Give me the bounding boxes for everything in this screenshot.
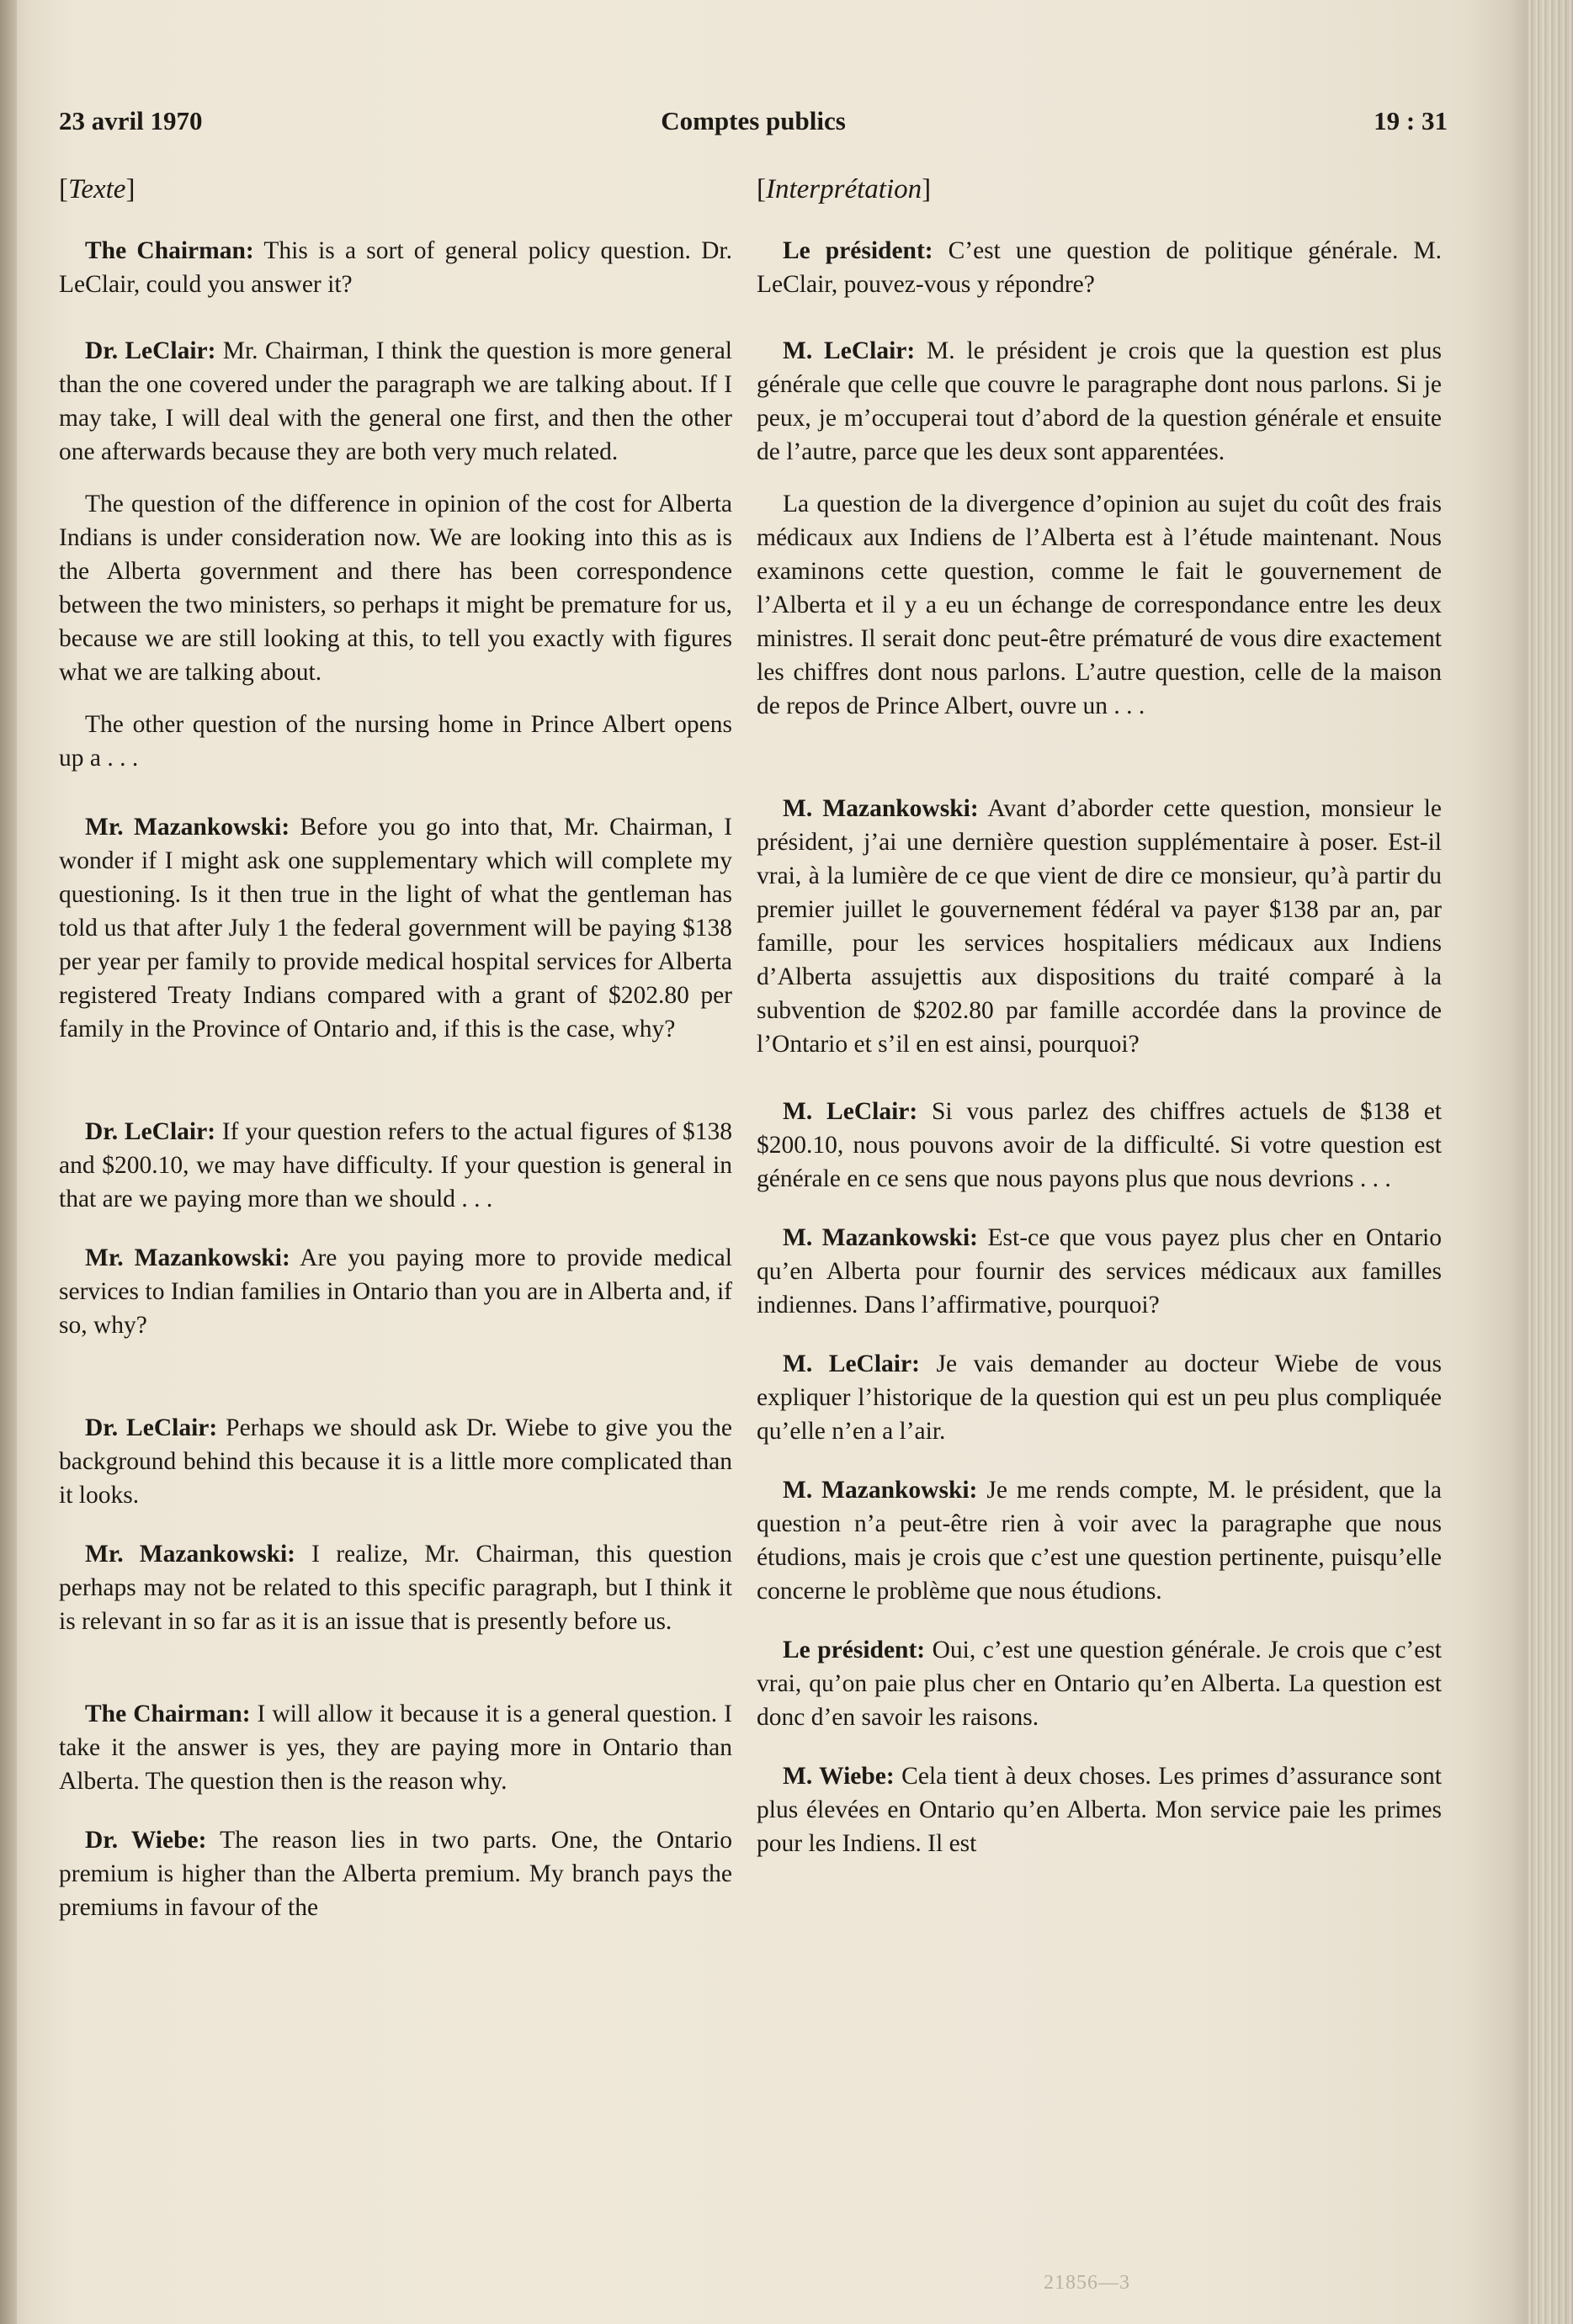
speaker-name: M. LeClair: — [783, 337, 916, 364]
paragraph-text: Are you paying more to provide medical services to Indian families in Ontario than you are in Alberta and, if so, why? — [59, 1244, 732, 1339]
paragraph-text: I will allow it because it is a general question. I take it the answer is yes, they are paying more in Ontario than Alberta. The question then is the reason why. — [59, 1701, 732, 1795]
speaker-name: Mr. Mazankowski: — [85, 1541, 295, 1568]
speaker-name: M. Wiebe: — [783, 1763, 895, 1790]
speaker-name: M. Mazankowski: — [783, 1224, 978, 1251]
paragraph — [757, 234, 1442, 301]
paragraph-text: The reason lies in two parts. One, the Ontario premium is higher than the Alberta premium. My branch pays the premiums in favour of the — [59, 1827, 732, 1921]
speaker-name: The Chairman: — [85, 1701, 251, 1727]
english-column — [59, 172, 732, 1924]
speaker-name: M. LeClair: — [783, 1350, 920, 1377]
paragraph-text: Before you go into that, Mr. Chairman, I wonder if I might ask one supplementary which will complete my questioning. Is it then true in the light of what the gentleman has told us that after July 1 the federal government will be paying $138 per year per family to provide medical hospital services for Alberta registered Treaty Indians compared with a grant of $202.80 per family in the Province of Ontario and, if this is the case, why? — [59, 814, 732, 1043]
paragraph-text: La question de la divergence d’opinion au sujet du coût des frais médicaux aux Indiens de l’Alberta est à l’étude maintenant. Nous examinons cette question, comme le fait le gouvernement de l’Alberta et il y a eu un échange de correspondance entre les deux ministres. Il serait donc peut-être prématuré de vous dire exactement les chiffres dont nous parlons. L’autre question, celle de la maison de repos de Prince Albert, ouvre un . . . — [757, 491, 1442, 719]
paragraph — [757, 1095, 1442, 1196]
paragraph-text: Je me rends compte, M. le président, que la question n’a peut-être rien à voir avec la paragraphe que nous étudions, mais je crois que c’est une question pertinente, puisqu’elle concerne le problème que nous étudions. — [757, 1477, 1442, 1605]
paragraph — [757, 792, 1442, 1061]
paragraph — [757, 1473, 1442, 1608]
speaker-name: Le président: — [783, 237, 933, 264]
header-page-number: 19 : 31 — [1374, 106, 1448, 135]
paragraph — [59, 810, 732, 1046]
paragraph — [59, 334, 732, 469]
section-label-english: [Texte] — [59, 174, 136, 204]
paragraph — [757, 1633, 1442, 1734]
page-header — [59, 106, 1448, 145]
paragraph-text: The question of the difference in opinion of the cost for Alberta Indians is under consideration now. We are looking into this as is the Alberta government and there has been correspondence between the two ministers, so perhaps it might be premature for us, because we are still looking at this, to tell you exactly with figures what we are talking about. — [59, 491, 732, 686]
speaker-name: Le président: — [783, 1637, 926, 1663]
paragraph — [59, 1411, 732, 1512]
paragraph-text: Est-ce que vous payez plus cher en Ontario qu’en Alberta pour fournir des services médicaux aux familles indiennes. Dans l’affirmative, pourquoi? — [757, 1224, 1442, 1319]
paragraph — [757, 1221, 1442, 1322]
speaker-name: M. Mazankowski: — [783, 1477, 978, 1504]
paragraph — [59, 1697, 732, 1798]
speaker-name: Mr. Mazankowski: — [85, 1244, 290, 1271]
paragraph-text: Mr. Chairman, I think the question is more general than the one covered under the paragraph we are talking about. If I may take, I will deal with the general one first, and then the other one afterwards because they are both very much related. — [59, 337, 732, 465]
paragraph-text: This is a sort of general policy question. Dr. LeClair, could you answer it? — [59, 237, 733, 298]
paragraph — [757, 334, 1442, 469]
paragraph-text: Je vais demander au docteur Wiebe de vous expliquer l’historique de la question qui est un peu plus compliquée qu’elle n’en a l’air. — [757, 1350, 1442, 1445]
paragraph-text: Perhaps we should ask Dr. Wiebe to give you the background behind this because it is a little more complicated than it looks. — [59, 1414, 732, 1509]
paragraph-text: If your question refers to the actual figures of $138 and $200.10, we may have difficulty. If your question is general in that are we paying more than we should . . . — [59, 1118, 732, 1212]
paragraph-text: Cela tient à deux choses. Les primes d’assurance sont plus élevées en Ontario qu’en Alberta. Mon service paie les primes pour les Indiens. Il est — [757, 1763, 1442, 1857]
paragraph-text: Oui, c’est une question générale. Je crois que c’est vrai, qu’on paie plus cher en Ontario qu’en Alberta. La question est donc d’en savoir les raisons. — [757, 1637, 1443, 1731]
paragraph — [757, 487, 1442, 723]
paragraph — [59, 1537, 732, 1638]
header-date: 23 avril 1970 — [59, 106, 203, 135]
speaker-name: M. Mazankowski: — [783, 795, 979, 822]
paragraph — [59, 708, 732, 775]
paragraph-text: C’est une question de politique générale. M. LeClair, pouvez-vous y répondre? — [757, 237, 1442, 298]
paragraph — [757, 1347, 1442, 1448]
french-column — [757, 172, 1442, 1860]
header-title: Comptes publics — [661, 106, 846, 135]
speaker-name: Dr. LeClair: — [85, 1118, 216, 1145]
speaker-name: Mr. Mazankowski: — [85, 814, 290, 841]
paragraph — [59, 234, 732, 301]
speaker-name: Dr. LeClair: — [85, 1414, 218, 1441]
paragraph — [59, 1115, 732, 1216]
section-label-french: [Interprétation] — [757, 174, 932, 204]
paragraph — [757, 1759, 1442, 1860]
speaker-name: M. LeClair: — [783, 1098, 918, 1125]
paragraph — [59, 1823, 732, 1924]
paragraph-text: The other question of the nursing home in Prince Albert opens up a . . . — [59, 711, 732, 772]
paragraph-text: I realize, Mr. Chairman, this question perhaps may not be related to this specific paragraph, but I think it is relevant in so far as it is an issue that is presently before us. — [59, 1541, 732, 1635]
speaker-name: Dr. Wiebe: — [85, 1827, 207, 1854]
paragraph-text: Avant d’aborder cette question, monsieur le président, j’ai une dernière question supplémentaire à poser. Est-il vrai, à la lumière de ce que vient de dire ce monsieur, qu’à partir du premier juillet le gouvernement fédéral va payer $138 par an, par famille, pour les services hospitaliers médicaux aux Indiens d’Alberta assujettis aux dispositions du traité comparé à la subvention de $202.80 par famille accordée dans la province de l’Ontario et s’il en est ainsi, pourquoi? — [757, 795, 1442, 1058]
section-label-text: Interprétation — [766, 174, 922, 204]
paragraph-text: Si vous parlez des chiffres actuels de $138 et $200.10, nous pouvons avoir de la difficulté. Si votre question est générale en ce sens que nous payons plus que nous devrions . . . — [757, 1098, 1442, 1192]
printer-signature-mark: 21856—3 — [1044, 2272, 1130, 2294]
page-edge-stack — [1528, 0, 1573, 2324]
section-label-text: Texte — [68, 174, 126, 204]
paragraph — [59, 1241, 732, 1342]
speaker-name: The Chairman: — [85, 237, 254, 264]
page-binding-shadow — [0, 0, 17, 2324]
paragraph — [59, 487, 732, 689]
speaker-name: Dr. LeClair: — [85, 337, 216, 364]
paragraph-text: M. le président je crois que la question est plus générale que celle que couvre le paragraphe dont nous parlons. Si je peux, je m’occuperai tout d’abord de la question générale et ensuite de l’autre, parce que les deux sont apparentées. — [757, 337, 1442, 465]
